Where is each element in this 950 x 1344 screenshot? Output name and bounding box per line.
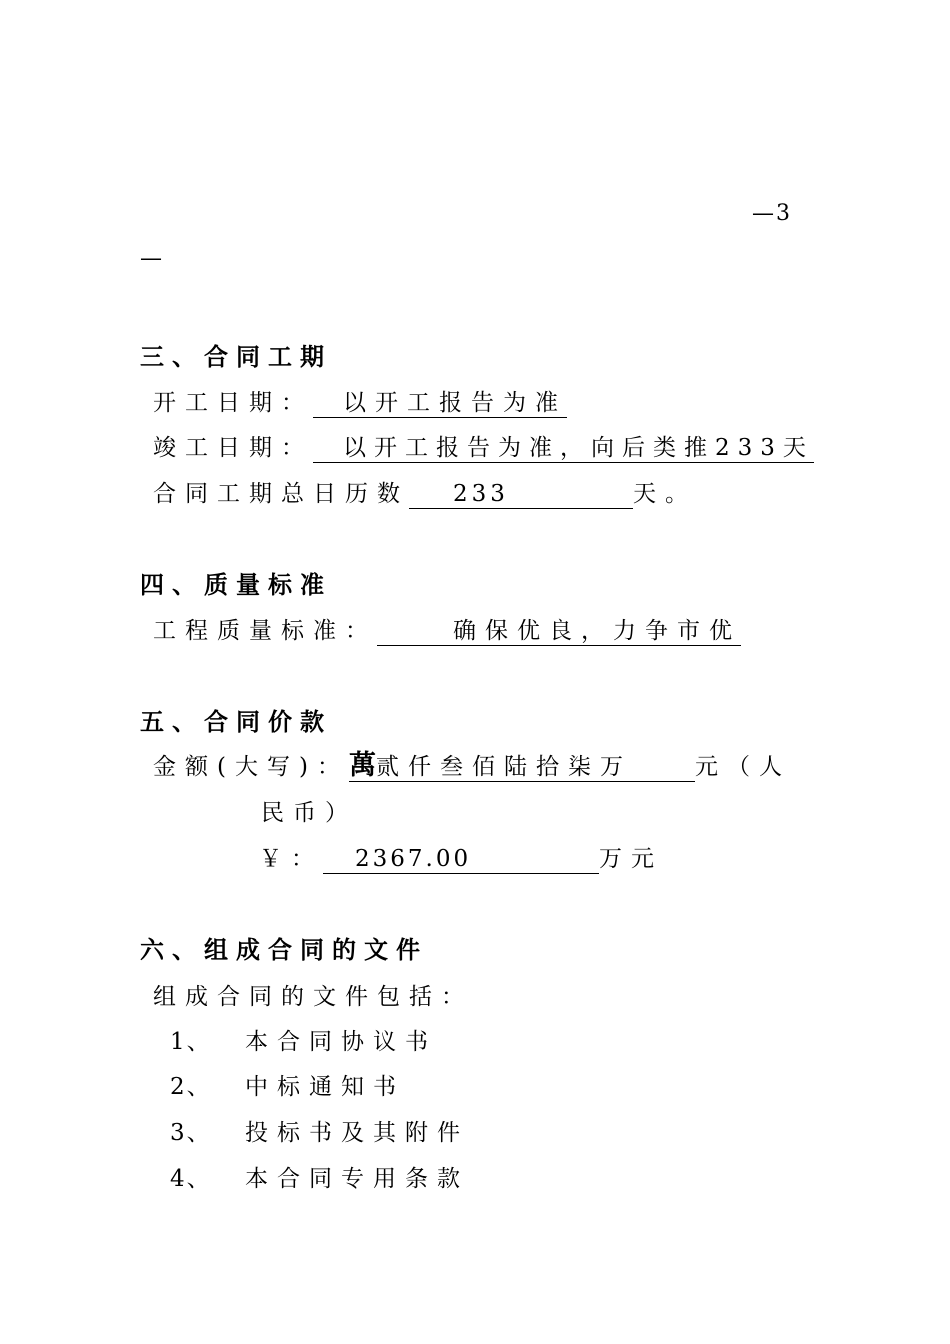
- section-heading-quality: 四、质量标准: [140, 571, 332, 599]
- end-date-value: 以开工报告为准，向后类推233天: [313, 434, 814, 463]
- quality-label: 工程质量标准：: [153, 618, 377, 644]
- amount-words-row: [153, 748, 791, 782]
- end-date-row: [153, 429, 814, 463]
- document-item-text: 中标通知书: [245, 1074, 405, 1100]
- document-item-number: 1、: [170, 1029, 212, 1055]
- section-heading-price: 五、合同价款: [140, 708, 332, 736]
- amount-words-rest: 贰仟叁佰陆拾柒万: [375, 754, 632, 780]
- total-days-value: 233: [409, 480, 633, 509]
- document-item-text: 投标书及其附件: [245, 1120, 469, 1146]
- document-item-text: 本合同协议书: [245, 1029, 437, 1055]
- section-heading-documents: 六、组成合同的文件: [140, 936, 428, 964]
- end-date-label: 竣工日期：: [153, 435, 313, 461]
- document-item: [170, 1023, 437, 1056]
- amount-words-value: [349, 752, 695, 782]
- document-item: [170, 1114, 469, 1147]
- documents-intro: 组成合同的文件包括：: [153, 984, 473, 1010]
- amount-words-first-char: 萬: [348, 750, 376, 781]
- document-item: [170, 1068, 405, 1101]
- start-date-value: 以开工报告为准: [313, 389, 567, 418]
- total-days-label: 合同工期总日历数: [153, 481, 409, 507]
- document-item: [170, 1160, 469, 1193]
- document-item-number: 4、: [170, 1166, 212, 1192]
- start-date-label: 开工日期：: [153, 390, 313, 416]
- page-number-top: —3: [752, 201, 792, 226]
- section-heading-schedule: 三、合同工期: [140, 343, 332, 371]
- quality-value: 确保优良，力争市优: [377, 617, 741, 646]
- quality-row: [153, 612, 741, 646]
- yen-label: ￥：: [259, 846, 323, 872]
- amount-words-suffix: 元（人: [694, 754, 791, 780]
- document-item-number: 2、: [170, 1074, 212, 1100]
- document-item-number: 3、: [170, 1120, 212, 1146]
- total-days-row: [153, 475, 697, 509]
- amount-words-label: 金额(大写)：: [153, 754, 349, 780]
- amount-figures-row: [259, 840, 663, 874]
- yen-suffix: 万元: [599, 846, 663, 872]
- start-date-row: [153, 384, 567, 418]
- yen-value: 2367.00: [323, 845, 599, 874]
- document-item-text: 本合同专用条款: [245, 1166, 469, 1192]
- page-number-bottom: —: [140, 246, 164, 271]
- total-days-suffix: 天。: [633, 481, 697, 507]
- amount-words-suffix-line2: 民币）: [261, 800, 357, 826]
